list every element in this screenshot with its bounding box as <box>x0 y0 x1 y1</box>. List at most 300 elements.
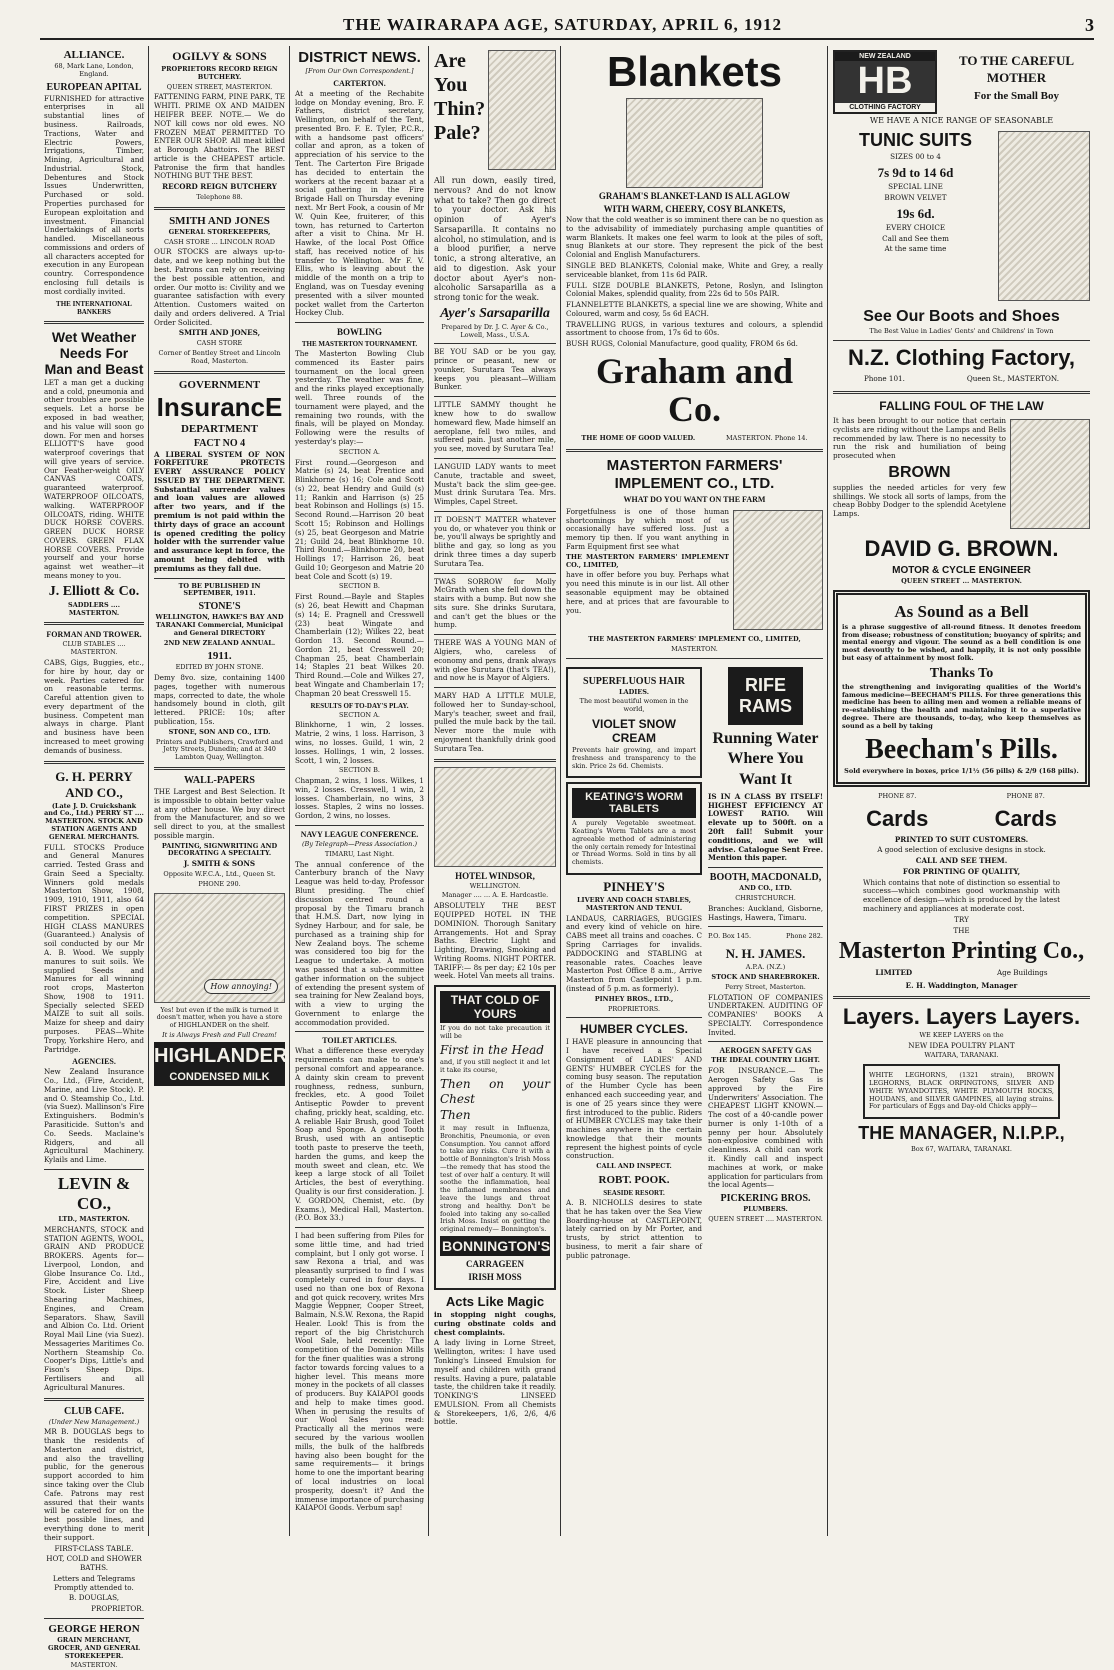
highlander-sub: CONDENSED MILK <box>154 1071 285 1086</box>
wallpapers-signature: J. SMITH & SONS <box>183 859 256 869</box>
poultry-plant: NEW IDEA POULTRY PLANT <box>908 1040 1015 1050</box>
surutara-ad-1: BE YOU SAD or be you gay, prince or peasant, new or younker, Surutara Tea always keeps you pleasant—William Bunker. <box>434 347 556 392</box>
ogilvy-body: FATTENING FARM, PINE PARK, TE WHITI. PRIME OX AND MAIDEN HEIFER BEEF. NOTE.— We do NOT kill cows nor old ewes. NO FROZEN MEAT PERMITTED TO ENTER OUR SHOP. All meat killed at Borough Abattoirs. The BEST article is the CHEAPEST article. Patronise the firm that handles NOTHING BUT THE BEST. <box>154 92 285 181</box>
manager-name: THE MANAGER, N.I.P.P., <box>858 1123 1065 1144</box>
david-brown-place: QUEEN STREET ... MASTERTON. <box>901 576 1022 585</box>
column-rule <box>289 46 290 1536</box>
bowling-body: The Masterton Bowling Club commenced its Easter pairs tournament on the local green yesterday. The weather was fine, and the rinks played exceptionally well. Three rounds of the tournament were played, and the remaining two rounds, with the finals, will be played on Monday. Following were the results of yesterday's play:— <box>295 349 424 446</box>
forman-sub: CLUB STABLES .... MASTERTON. <box>62 640 126 657</box>
the-label: THE <box>953 925 970 935</box>
aerogen-title: AEROGEN SAFETY GAS <box>719 1046 812 1056</box>
smith-jones-signature: SMITH AND JONES, <box>178 328 261 338</box>
section-b-title: SECTION B. <box>339 582 380 591</box>
hotel-name: HOTEL WINDSOR, <box>455 870 535 881</box>
navy-league-body: The annual conference of the Canterbury branch of the Navy League was held to-day, Professor Blunt presiding. The chief discussion centred round a proposal by the Timaru branch that H.M.S. Dart, now lying in Sydney Harbour, and for sale, be purchased as a training ship for New Zealand boys. The scheme was considered too big for the League to undertake. A motion was passed that a sub-committee gather information on the subject of extending the present system of sea training for New Zealand boys, with a view to urging the Government to enlarge the accommodation provided. <box>295 859 424 1027</box>
ogilvy-telephone: Telephone 88. <box>196 192 243 201</box>
bowling-title: BOWLING <box>336 327 382 338</box>
department-label: DEPARTMENT <box>180 422 259 435</box>
james-body: FLOTATION OF COMPANIES UNDERTAKEN. AUDITING OF COMPANIES' BOOKS A SPECIALTY. Correspondence Invited. <box>708 992 823 1037</box>
page-number: 3 <box>1085 14 1094 35</box>
blankets-body: Now that the cold weather is so imminent there can be no question as to the advisability of immediately purchasing ample quantities of warm Blankets. It makes one feel warm to look at the piles of soft, snug Blankets at our store. They represent the pick of the best Colonial and English Manufacturers. <box>566 215 823 260</box>
keating-title: KEATING'S WORM TABLETS <box>572 788 696 818</box>
layers-sub: WE KEEP LAYERS on the <box>919 1030 1004 1039</box>
wallpapers-sub: PAINTING, SIGNWRITING AND DECORATING A SPECIALTY. <box>161 841 278 858</box>
blankets-illustration <box>626 98 763 188</box>
district-news-source: [From Our Own Correspondent.] <box>305 67 414 75</box>
velvet-price: 19s 6d. <box>896 205 935 221</box>
government-title: GOVERNMENT <box>178 378 261 391</box>
divider <box>434 573 556 574</box>
levin-name: LEVIN & CO., <box>57 1173 131 1213</box>
agencies-title: AGENCIES. <box>72 1057 116 1067</box>
cyclist-illustration <box>1010 419 1090 529</box>
waitara-place: WAITARA, TARANAKI. <box>924 1051 999 1060</box>
surutara-ad-7: MARY HAD A LITTLE MULE, followed her to Sunday-school, Mary's teacher, sweet and frail, pulled the mule back by the tail. Never more the mule with enjoyment thankfully drink good Surutara Tea. <box>434 691 556 753</box>
divider <box>44 1398 144 1401</box>
magic-title: Acts Like Magic <box>445 1294 545 1310</box>
try-label: TRY <box>954 914 969 924</box>
district-news-title: DISTRICT NEWS. <box>298 49 421 66</box>
keating-body: A purely Vegetable sweetmeat. Keating's Worm Tablets are a most agreeable method of administering the only certain remedy for Intestinal or Thread Worms. Sold in tins by all chemists. <box>572 819 696 867</box>
seaside-body: A. B. NICHOLLS desires to state that he has taken over the Sea View Boarding-house at CASTLEPOINT, lately carried on by Mr Porter, and trusts, by strict attention to business, to merit a fair share of public patronage. <box>566 1198 702 1260</box>
divider <box>44 622 144 625</box>
brown-velvet: BROWN VELVET <box>884 192 947 202</box>
nz-clothing-phone: Phone 101. <box>863 374 905 384</box>
section-b-body: First Round.—Bayle and Staples (s) 26, beat Hewitt and Chapman (s) 14; E. Pragnell and Cresswell (23) beat Wingate and Chamberlain (12); Wilkes 22, beat Gordon 13. Second Round.—Gordon 21, beat Cresswell 20; Chapman 25, beat Chamberlain 14; Staples 21 beat Wilkes 20. Third Round.—Cole and Wilkes 27, beat Wingate and Chamberlain 17; Chapman 20 beat Cresswell 15. <box>295 592 424 698</box>
blankets-title: Blankets <box>606 48 783 95</box>
district-news-body: At a meeting of the Rechabite lodge on Monday evening, Bro. F. Fathers, district secretary, Wellington, on behalf of the Tent, presented Bro. F. E. Tyler, P.C.R., with a handsome past officers' collar and apron, as a token of appreciation of his service to the Tent. The Carterton Fire Brigade has decided to entertain the workers at the recent bazaar at a social gathering in the Fire Brigade Hall on Thursday evening next. Mr Bert Fook, a cousin of Mr W. Quin Kee, fruiterer, of this town, has returned to Carterton after a visit to China. Mr H. Hawke, of the local Post Office staff, has received notice of his transfer to Wellington. Mr F. V. Ellis, who is leaving about the middle of the month on a trip to England, was on Tuesday evening presented with a silver mounted pocket wallet from the Carterton Hockey Club. <box>295 88 424 318</box>
bowling-sub: THE MASTERTON TOURNAMENT. <box>301 340 418 349</box>
bonnington-sub: CARRAGEEN <box>465 1259 524 1270</box>
masthead <box>40 12 1094 40</box>
hb-logo <box>833 50 937 114</box>
tunic-sizes: SIZES 00 to 4 <box>890 152 941 162</box>
law-section <box>833 415 1090 533</box>
hotel-place: WELLINGTON. <box>469 881 521 890</box>
club-cafe-body: MR B. DOUGLAS begs to thank the residents of Masterton and district, and also the travelling public, for the generous support accorded to him since taking over the Club Cafe. Patrons may rest assured that their wants will be catered for on the best possible lines, and everything done to merit their support. <box>44 1427 144 1542</box>
ogilvy-sub: PROPRIETORS RECORD REIGN BUTCHERY. <box>161 65 278 81</box>
careful-title: TO THE CAREFUL MOTHER <box>958 53 1075 85</box>
boy-illustration <box>998 131 1090 301</box>
hair-ladies: LADIES. <box>619 687 649 696</box>
humber-title: HUMBER CYCLES. <box>579 1022 688 1037</box>
printing-co-manager: E. H. Waddington, Manager <box>905 981 1018 991</box>
divider <box>44 321 144 324</box>
surutara-ad-6: THERE WAS A YOUNG MAN of Algiers, who, careless of economy and pens, drank always with glee Surutara (that's TEA!), and now he is Mayor of Algiers. <box>434 638 556 683</box>
wet-weather-title: Wet Weather Needs For Man and Beast <box>44 328 144 377</box>
smith-jones-sub: GENERAL STOREKEEPERS, <box>168 227 271 236</box>
divider <box>833 391 1090 394</box>
seasonable-range: WE HAVE A NICE RANGE OF SEASONABLE <box>869 115 1054 125</box>
divider <box>434 396 556 397</box>
seaside-title: SEASIDE RESORT. <box>603 1189 665 1198</box>
heron-name: GEORGE HERON <box>48 1622 140 1635</box>
club-cafe-proprietor: PROPRIETOR. <box>91 1604 144 1614</box>
divider <box>154 207 285 210</box>
divider <box>154 371 285 374</box>
bell-body-2: the strengthening and invigorating qualities of the World's famous medicine—BEECHAM'S PILLS. For three generations this medicine has been to ailing men and women a reliable means of re-establishing the health and maintaining it to a superlative degree. There are thousands, to-day, who keep themselves as sound as a bell by taking <box>842 682 1081 730</box>
mfi-place: MASTERTON. <box>671 644 718 653</box>
tunic-text <box>833 127 998 305</box>
divider <box>434 759 556 762</box>
divider <box>295 1227 424 1228</box>
beecham-fine-print: Sold everywhere in boxes, price 1/1½ (56 pills) & 2/9 (168 pills). <box>844 766 1079 775</box>
stone-address: Printers and Publishers, Crawford and Jetty Streets, Dunedin; and at 340 Lambton Quay, Wellington. <box>155 737 284 762</box>
tunic-price: 7s 9d to 14 6d <box>877 165 954 181</box>
magic-sub: in stopping night coughs, curing obstinate colds and chest complaints. <box>434 1310 556 1337</box>
blankets-rugs: TRAVELLING RUGS, in various textures and colours, a splendid assortment to choose from, 17s 6d to 60s. <box>566 319 823 338</box>
law-text <box>833 415 1006 533</box>
wallpapers-body: THE Largest and Best Selection. It is impossible to obtain better value at any other house. We buy direct from the Manufacturer, and so we sell direct to you, at the smallest possible margin. <box>154 786 285 840</box>
graham-place: MASTERTON. Phone 14. <box>725 433 808 442</box>
phone-right: PHONE 87. <box>1006 791 1045 800</box>
humber-body: I HAVE pleasure in announcing that I have received a Special Consignment of LADIES' AND GENTS' HUMBER CYCLES for the coming busy season. The reputation of the Humber Cycle has been enhanced each succeeding year, and is one of 25 years since they were first introduced to the public. Riders of HUMBER CYCLES may take their machines anywhere in the certain knowledge that their mounts represent the highest points of cycle construction. <box>566 1037 702 1161</box>
forman-title: FORMAN AND TROWER. <box>46 630 142 640</box>
layers-box <box>863 1064 1060 1119</box>
divider <box>566 1017 702 1018</box>
violet-snow-ad <box>566 667 702 779</box>
surutara-ad-4: IT DOESN'T MATTER whatever you do, or whatever you think or be, you'll always be sprightly and blithe and gay, so long as you drink three times a day superb Surutara Tea. <box>434 514 556 568</box>
special-line: SPECIAL LINE <box>888 182 943 192</box>
law-title: FALLING FOUL OF THE LAW <box>879 398 1044 413</box>
divider <box>44 1169 144 1170</box>
perry-body: FULL STOCKS Produce and General Manures carried. Tested Grass and Grain Seed a Specialty. Winners gold medals Masterton Show, 1908, 1909, 1910, 1911, also 64 FIRST PRIZES in open competition. SPECIAL HIGH CLASS MANURES (Guaranteed.) Analysis of soil conducted by our Mr A. B. Wood. We supply manures to suit soils. We supplied Seeds and Manures for all winning root crops, Masterton Show, 1908 to 1911. Specially selected SEED MAIZE to suit all soils. Maize for sheep and dairy purposes. PEAS—White Tropy, Yorkshire Hero, and Partridge. <box>44 842 144 1054</box>
divider <box>434 511 556 512</box>
same-time: At the same time <box>884 244 947 254</box>
david-brown-name: DAVID G. BROWN. <box>864 535 1059 561</box>
perry-name: G. H. PERRY AND CO., <box>55 768 133 800</box>
cards-row <box>833 803 1090 834</box>
cards-right: Cards <box>994 805 1057 831</box>
phone-row <box>833 791 1090 803</box>
layers-body: WHITE LEGHORNS, (1321 strain), BROWN LEGHORNS, BLACK ORPINGTONS, SILVER AND WHITE WYANDOTTES, WHITE PLYMOUTH ROCKS, HOUDANS, and SILVER GAMPINES, all laying strains. For particulars of Eggs and Day-old Chicks apply— <box>869 1071 1054 1111</box>
brown-name: BROWN <box>888 463 951 481</box>
law-body: It has been brought to our notice that certain cyclists are riding without the Lamps and Bells recommended by law. There is no necessity to run the risk and humiliation of being prosecuted when <box>833 415 1006 461</box>
perry-sub: (Late J. D. Cruickshank and Co., Ltd.) PERRY ST .... MASTERTON. STOCK AND STATION AGENTS AND GENERAL MERCHANTS. <box>44 801 144 841</box>
ayer-header <box>434 46 556 174</box>
column-1 <box>40 46 148 1670</box>
tunic-title: TUNIC SUITS <box>858 130 972 151</box>
blankets-single: SINGLE BED BLANKETS, Colonial make, White and Grey, a really serviceable blanket, from 11s 6d PAIR. <box>566 261 823 279</box>
ayer-body: All run down, easily tired, nervous? And do not know what to take? Then go direct to your doctor. Ask his opinion of Ayer's Sarsaparilla. It contains no alcohol, no stimulation, and is a blood purifier, a nerve tonic, a strong alterative, an aid to digestion. Ask your doctor about Ayer's non-alcoholic Sarsaparilla as a strong tonic for the weak. <box>434 176 556 302</box>
layers-title: Layers. Layers Layers. <box>842 1003 1081 1029</box>
ayer-illustration <box>488 50 556 170</box>
ayer-brand: Ayer's Sarsaparilla <box>440 305 550 321</box>
divider <box>295 825 424 826</box>
hotel-manager: Manager .... ... A. E. Hardcastle. <box>441 891 549 900</box>
james-box: P.O. Box 145. <box>708 932 752 941</box>
column-5-lower <box>566 663 823 1263</box>
results-b: Chapman, 2 wins, 1 loss. Wilkes, 1 win, 2 losses. Cresswell, 1 win, 2 losses. Chamberlain, no wins, 3 losses. Staples, 2 wins no losses. Gordon, 2 wins, no losses. <box>295 776 424 821</box>
printing-co-name: Masterton Printing Co., <box>838 938 1085 965</box>
column-rule <box>428 46 429 1536</box>
pinhey-sub: LIVERY AND COACH STABLES, MASTERTON AND TENUI. <box>576 896 692 912</box>
cards-selection: A good selection of exclusive designs in stock. <box>877 845 1046 855</box>
blankets-bush-rugs: BUSH RUGS, Colonial Manufacture, good quality, FROM 6s 6d. <box>566 339 798 349</box>
cards-printed: PRINTED TO SUIT CUSTOMERS. <box>894 834 1029 844</box>
stone-sub: WELLINGTON, HAWKE'S BAY AND TARANAKI Commercial, Municipal and General DIRECTORY <box>155 613 284 637</box>
agencies-body: New Zealand Insurance Co., Ltd., (Fire, Accident, Marine, and Live Stock). P. and O. Steamship Co., Ltd. (via Suez). Mallinson's Fire Extinguishers. Bodmin's Parasiticide. Sutton's and Co. Seeds. Maclaine's Ridgers, and all Agricultural Machinery. Kylails and Lime. <box>44 1067 144 1165</box>
highlander-brand: HIGHLANDER <box>154 1042 285 1071</box>
ogilvy-title: OGILVY & SONS <box>172 49 267 63</box>
divider <box>566 658 823 659</box>
blankets-double: FULL SIZE DOUBLE BLANKETS, Petone, Roslyn, and Islington Colonial Makes, splendid quality, from 22s 6d to 50s PAIR. <box>566 280 823 299</box>
divider <box>566 449 823 452</box>
results-section-b: SECTION B. <box>339 766 380 775</box>
nz-clothing-title: N.Z. Clothing Factory, <box>848 345 1075 371</box>
results-section-a: SECTION A. <box>339 710 380 719</box>
column-rule <box>827 46 828 1536</box>
david-brown-sub: MOTOR & CYCLE ENGINEER <box>892 564 1031 576</box>
blankets-head-2: WITH WARM, CHEERY, COSY BLANKETS, <box>603 204 786 215</box>
levin-sub: LTD., MASTERTON. <box>58 1214 130 1223</box>
wallpapers-place: Opposite W.F.C.A., Ltd., Queen St. <box>163 870 276 879</box>
navy-league-place: TIMARU, Last Night. <box>324 849 395 858</box>
james-sub: STOCK AND SHAREBROKER. <box>711 972 820 981</box>
club-cafe-letters: Letters and Telegrams Promptly attended to. <box>52 1573 136 1592</box>
james-apa: A.P.A. (N.Z.) <box>745 963 786 972</box>
results-a: Blinkhorne, 1 win, 2 losses. Matrie, 2 wins, 1 loss. Harrison, 3 wins, no losses. Guild, 1 win, 2 losses. Hollings, 1 win, 2 losses. Scott, 1 win, 2 losses. <box>295 720 424 765</box>
printing-co-ltd: LIMITED <box>875 968 913 978</box>
highlander-caption: Yes! but even if the milk is turned it doesn't matter, when you have a store of HIGHLANDER on the shelf. <box>156 1005 283 1030</box>
hair-brand: VIOLET SNOW CREAM <box>592 716 676 745</box>
divider <box>434 343 556 344</box>
pinhey-title: PINHEY'S <box>603 879 665 895</box>
divider <box>44 761 144 764</box>
boots-heading: See Our Boots and Shoes <box>863 308 1060 326</box>
highlander-illustration <box>154 893 285 1003</box>
section-a-body: First round.—Georgeson and Matrie (s) 24, beat Prentice and Blinkhorne (s) 16; Cole and Scott (s) 22, beat Hendry and Guild (s) 11; Rankin and Harrison (s) 25 beat Robinson and Hollings (s) 15. Second Round.—Harrison 20 beat Scott 15; Robinson and Hollings (s) 25, beat Georgeson and Matrie 21; Guild 24, beat Blinkhorne 10. Third Round.—Blinkhorne 20, beat Hollings 17; Harrison 26, beat Guild 10; Georgeson and Matrie 20 beat Cole and Scott (s) 19. <box>295 457 424 581</box>
smith-jones-body: OUR STOCKS are always up-to-date, and we keep nothing but the best. Patrons can rely on receiving the best possible attention, and order. Our motto is: Civility and we guarantee satisfaction with every Attention. Customers waited on daily and orders delivered. A Trial Order Solicited. <box>154 247 285 327</box>
best-value: The Best Value in Ladies' Gents' and Childrens' in Town <box>869 327 1054 336</box>
stone-annual: 2ND NEW ZEALAND ANNUAL. <box>163 638 276 647</box>
aerogen-sub: THE IDEAL COUNTRY LIGHT. <box>711 1056 820 1065</box>
smith-jones-corner: Corner of Bentley Street and Lincoln Road, Masterton. <box>158 348 281 365</box>
stone-year: 1911. <box>207 650 232 663</box>
magic-body: A lady living in Lorne Street, Wellington, writes: I have used Tonking's Linseed Emulsion for myself and children with grand results. Having a pure, palatable taste, the children take it readily. TONKING'S LINSEED EMULSION. From all Chemists & Storekeepers, 1/6, 2/6, 4/6 bottle. <box>434 1338 556 1427</box>
pickering-sub: PLUMBERS. <box>743 1205 788 1214</box>
divider <box>295 1031 424 1032</box>
smith-jones-place: CASH STORE ... LINCOLN ROAD <box>163 237 275 246</box>
alliance-title: ALLIANCE. <box>63 49 125 61</box>
levin-body: MERCHANTS, STOCK and STATION AGENTS, WOOL, GRAIN AND PRODUCE BROKERS. Agents for— Liverpool, London, and Globe Insurance Co. Ltd., Fire, Accident and Live Stock. Lister Sheep Shearing Machines, Engines, and Cream Separators. Shaw, Savill and Albion Co. Ltd. Orient Royal Mail Line (via Suez). Messageries Maritimes Co. Northern Steamship Co. Cooper's Dips, Little's and Fison's Sheep Dips. Fertilisers and all Agricultural Manures. <box>44 1224 144 1392</box>
column-5-right <box>708 663 823 1263</box>
hair-tagline: The most beautiful women in the world, <box>579 697 689 714</box>
james-name: N. H. JAMES. <box>725 946 806 962</box>
surutara-ad-2: LITTLE SAMMY thought he knew how to do swallow homeward flew, Made himself an aeroplane, fell two miles, and suffered pain. Just another mile, you see, moved by Surutara Tea! <box>434 400 556 454</box>
hair-body: Prevents hair growing, and impart freshness and transparency to the skin. Price 2s 6d. Chemists. <box>572 745 696 770</box>
cards-body: Which contains that note of distinction so essential to success—which combines good workmanship with excellence of design—which is produced by the latest machinery and appliances at moderate cost. <box>863 877 1060 913</box>
bankers-signature: THE INTERNATIONAL BANKERS <box>56 299 132 316</box>
humber-signature: ROBT. POOK. <box>598 1174 670 1187</box>
ayer-fine-print: Prepared by Dr. J. C. Ayer & Co., Lowell, Mass., U.S.A. <box>441 322 549 339</box>
careful-mother <box>943 50 1090 114</box>
club-cafe-signature: B. DOUGLAS, <box>68 1593 120 1603</box>
tunic-section <box>833 127 1090 305</box>
heron-sub: GRAIN MERCHANT, GROCER, AND GENERAL STOREKEEPER. <box>48 1635 140 1660</box>
european-capital-title: EUROPEAN APITAL <box>46 81 142 93</box>
james-place: Perry Street, Masterton. <box>725 982 806 991</box>
mfi-mid: THE MASTERTON FARMERS' IMPLEMENT CO., LIMITED, <box>566 552 729 569</box>
column-rule <box>560 46 561 1536</box>
column-6 <box>829 46 1094 1536</box>
mfi-content <box>566 506 823 634</box>
column-5 <box>562 46 827 1536</box>
insurance-heading: InsurancE <box>156 391 283 422</box>
toilet-articles-body: What a difference these everyday requirements can make to one's personal comfort and appearance. A dainty skin cream to prevent roughness, redness, sunburn, freckles, etc. A good Toilet Antiseptic Powder to prevent chafing, prickly heat, scalding, etc. A reliable Hair Brush, good Toilet Soap and Sponge. A good Tooth Brush, used with an antiseptic tooth paste to preserve the teeth, harden the gums, and keep the mouth sweet and clean, etc. We keep a large stock of all Toilet Articles, the best of everything. Quality is our first consideration. J. V. GORDON, Chemist, etc. (by Exams.), Medical Hall, Masterton. (P.O. Box 33.) <box>295 1046 424 1223</box>
keating-ad <box>566 782 702 875</box>
blankets-head: GRAHAM'S BLANKET-LAND IS ALL AGLOW <box>598 191 791 202</box>
divider <box>295 322 424 323</box>
booth-title: BOOTH, MACDONALD, <box>709 872 822 884</box>
club-cafe-meals: FIRST-CLASS TABLE. <box>54 1543 134 1553</box>
heron-place: MASTERTON. <box>70 1661 118 1670</box>
hb-top: NEW ZEALAND <box>835 52 935 61</box>
hair-title: SUPERFLUOUS HAIR <box>583 675 685 687</box>
elliott-sub: SADDLERS .... MASTERTON. <box>68 600 120 617</box>
smith-jones-cash: CASH STORE <box>196 339 243 348</box>
forman-body: CABS, Gigs, Buggies, etc., for hire by hour, day or week. Parties catered for on reasonable terms. Careful attention given to every department of the business. Competent man always in charge. Plant and business have been increased to meet growing demands of business. <box>44 658 144 755</box>
cold-first: First in the Head <box>440 1042 544 1057</box>
james-phone: Phone 282. <box>785 932 823 941</box>
booth-sub: AND CO., LTD. <box>739 884 792 893</box>
divider <box>434 687 556 688</box>
stone-signature: STONE, SON AND CO., LTD. <box>168 727 271 736</box>
divider <box>708 926 823 927</box>
cold-then-again: Then <box>440 1108 471 1123</box>
divider <box>44 1618 144 1619</box>
nz-clothing-footer <box>833 373 1090 386</box>
bell-body: is a phrase suggestive of all-round fitness. It denotes freedom from disease; robustness of constitution; buoyancy of spirits; and mental energy and vigour. The sound as a bell condition is one most devoutly to be wished, and happily, it is not only possible but easy of attainment by most folk. <box>842 622 1081 662</box>
alliance-address: 68, Mark Lane, London, England. <box>54 62 134 78</box>
divider <box>833 340 1090 341</box>
piles-body: I had been suffering from Piles for some little time, and had tried complaint, but I only got worse. I saw Rexona a trial, and was pleasantly surprised to find I was completely cured in four days. I used no than one box of Rexona and got quick recovery, writes Mrs Maggie Weppner, Cooper Street, Balmain, N.S.W. Rexona, the Rapid Healer. Look! This is from the report of the big Christchurch Wool Sale, held recently: The competition of the Dominion Mills for the finer qualities was a strong factor towards forcing values to a higher level. This means more money in the pockets of all classes of producers. Buy KAIAPOI goods and help to make times good. When in perusing the results of our Wool Sales you read: Practically all the merinos were secured by the various woollen mills, the bulk of the halfbreds having also been bought for the same requirements— it brings home to one the important bearing of local industries on local prosperity, doesn't it? And the immense importance of purchasing KAIAPOI Goods. Verbum sap! <box>295 1231 424 1513</box>
stone-body: Demy 8vo. size, containing 1400 pages, together with numerous maps, corrected to date, the whole handsomely bound in cloth, gilt lettered. PRICE: 10s; after publication, 15s. <box>154 673 285 726</box>
graham-tagline: THE HOME OF GOOD VALUED. <box>581 433 696 442</box>
brown-body: supplies the needed articles for very few shillings. We stock all sorts of lamps, from the cheap Bobby Dodger to the splendid Acetylene Lamps. <box>833 482 1006 519</box>
divider <box>708 1041 823 1042</box>
divider <box>434 634 556 635</box>
ogilvy-signature: RECORD REIGN BUTCHERY <box>162 182 277 192</box>
highlander-fresh: It is Always Fresh and Full Cream! <box>162 1031 277 1040</box>
divider <box>154 767 285 770</box>
phone-left: PHONE 87. <box>878 791 917 800</box>
mfi-text <box>566 506 729 634</box>
water-body: IS IN A CLASS BY ITSELF! HIGHEST EFFICIENCY AT LOWEST RATIO. Will elevate up to 500ft. on a 20ft fall! Submit your conditions, and we will advise. Catalogue Sent Free. Mention this paper. <box>708 791 823 863</box>
humber-call: CALL AND INSPECT. <box>596 1162 672 1171</box>
beecham-brand: Beecham's Pills. <box>865 733 1058 765</box>
results-title: RESULTS OF TO-DAY'S PLAY. <box>310 701 409 710</box>
fact-number: FACT NO 4 <box>193 437 246 449</box>
graham-footer <box>566 433 823 445</box>
navy-league-source: (By Telegraph—Press Association.) <box>302 840 417 849</box>
cards-left: Cards <box>866 805 929 831</box>
cold-title: THAT COLD OF YOURS <box>440 991 550 1023</box>
wallpapers-phone: PHONE 290. <box>198 879 241 888</box>
call-and-see: Call and See them <box>882 233 949 243</box>
aerogen-body: FOR INSURANCE.— The Aerogen Safety Gas is approved by the Fire Underwriters' Association. The CHEAPEST LIGHT KNOWN.— The cost of a 40-candle power burner is only 1-10th of a penny per hour. Absolutely non-explosive combined with cleanliness. A child can work it. Kindly call and inspect machines at work, or make application for particulars from the local Agents— <box>708 1066 823 1190</box>
pickering-place: QUEEN STREET .... MASTERTON. <box>708 1214 823 1223</box>
surutara-ad-3: LANGUID LADY wants to meet Canute, tractable and sweet, Musta't back the slim gee-gee. Must drink Surutara Tea. Mrs. Wimples, Capel Street. <box>434 461 556 507</box>
wallpapers-title: WALL-PAPERS <box>184 774 255 786</box>
bonnington-ad <box>434 985 556 1290</box>
stone-title: STONE'S <box>198 601 241 613</box>
club-cafe-baths: HOT, COLD and SHOWER BATHS. <box>46 1554 142 1573</box>
mfi-title: MASTERTON FARMERS' IMPLEMENT CO., LTD. <box>606 457 783 492</box>
printing-co-place: Age Buildings <box>996 968 1048 978</box>
hb-mark: HB <box>835 61 935 103</box>
pinhey-signature: PINHEY BROS., LTD., <box>594 994 674 1003</box>
club-cafe-title: CLUB CAFE. <box>63 1405 124 1417</box>
mfi-body-2: have in offer before you buy. Perhaps what you need this minute is in our list. All other seasonable equipment may be obtained here, and at prices that are favourable to you. <box>566 570 729 615</box>
bell-title: As Sound as a Bell <box>894 601 1029 621</box>
surutara-ad-5: TWAS SORROW for Molly McGrath when she fell down the stairs with a bump. But now she sits sure. She drinks Surutara, and can't get the blues or the hump. <box>434 576 556 630</box>
divider <box>434 458 556 459</box>
bonnington-irish-moss: IRISH MOSS <box>468 1272 522 1283</box>
hb-header <box>833 50 1090 114</box>
highlander-bubble: How annoying! <box>204 979 278 994</box>
column-3 <box>291 46 428 1536</box>
hb-bottom: CLOTHING FACTORY <box>849 103 921 111</box>
booth-branches: Branches: Auckland, Gisborne, Hastings, Hawera, Timaru. <box>708 903 823 922</box>
section-a-title: SECTION A. <box>339 447 380 456</box>
stone-publish-note: TO BE PUBLISHED IN SEPTEMBER, 1911. <box>178 581 261 598</box>
cold-body: it may result in Influenza, Bronchitis, Pneumonia, or even Consumption. You cannot afford to take any risks. Cure it with a bottle of Bonnington's Irish Moss—the remedy that has stood the test of over half a century. It will soothe the inflammation, heal the inflamed membranes and leave the lungs and throat strong and healthy. Don't be fooled into taking any so-called Irish Moss. Insist on getting the original remedy— Bonnington's. <box>440 1123 550 1234</box>
navy-league-title: NAVY LEAGUE CONFERENCE. <box>300 830 419 840</box>
column-rule <box>148 46 149 1536</box>
mfi-illustration <box>733 510 823 630</box>
cards-quality: FOR PRINTING OF QUALITY, <box>902 866 1021 876</box>
pinhey-proprietors: PROPRIETORS. <box>607 1004 661 1013</box>
ogilvy-place: QUEEN STREET, MASTERTON. <box>166 82 273 91</box>
graham-name: Graham and Co. <box>595 351 794 429</box>
cards-call: CALL AND SEE THEM. <box>915 856 1008 866</box>
column-4 <box>430 46 560 1536</box>
mfi-signature: THE MASTERTON FARMERS' IMPLEMENT CO., LIMITED, <box>588 634 801 643</box>
blankets-flannelette: FLANNELETTE BLANKETS, a special line we are showing, White and Coloured, warm and cosy, 5s 6d EACH. <box>566 300 823 318</box>
column-2 <box>150 46 289 1536</box>
bonnington-brand: BONNINGTON'S <box>442 1238 551 1255</box>
nz-clothing-place: Queen St., MASTERTON. <box>966 374 1060 384</box>
hotel-illustration <box>434 767 556 867</box>
cold-mid: and, if you still neglect it and let it take its course, <box>440 1058 550 1075</box>
pinhey-body: LANDAUS, CARRIAGES, BUGGIES and every kind of vehicle on hire. CABS meet all trains and coaches. C Spring Carriages for invalids. PADDOCKING and STABLING at reasonable rates. Coaches leave Masterton Post Office 8 a.m., Arrive Masterton from Castlepoint 1 p.m. (instead of 5 p.m. as formerly). <box>566 913 702 993</box>
booth-place: CHRISTCHURCH. <box>735 893 796 902</box>
beecham-ad <box>833 590 1090 787</box>
thanks-to: Thanks To <box>929 665 994 681</box>
mfi-sub: WHAT DO YOU WANT ON THE FARM <box>623 494 766 504</box>
ayer-question: Are You Thin? Pale? <box>434 50 486 144</box>
masthead-title: THE WAIRARAPA AGE, SATURDAY, APRIL 6, 1912 <box>343 15 782 34</box>
club-cafe-sub: (Under New Management.) <box>48 1417 140 1426</box>
james-header <box>708 931 823 943</box>
wet-weather-body: LET a man get a ducking and a cold, pneumonia and other troubles are possible sequels. Let a horse be exposed in bad weather, and his value will soon go down. For men and horses ELLIOTT'S have good waterproof coverings that will give years of service. Our Feather-weight OILY CANVAS COATS, guaranteed waterproof. WATERPROOF OILCOATS, walking. WATERPROOF OILCOATS, riding. WHITE DUCK HORSE COVERS. GREEN DUCK HORSE COVERS. GREEN FLAX HORSE COVERS. Provide yourself and your horse against wet weather—it means money to you. <box>44 377 144 581</box>
careful-sub: For the Small Boy <box>973 89 1060 102</box>
every-choice: EVERY CHOICE <box>885 222 946 232</box>
smith-jones-title: SMITH AND JONES <box>169 214 270 227</box>
mfi-body: Forgetfulness is one of those human shortcomings by which most of us occasionally have suffered loss. Just a memory tip then. If you want anything in Farm Equipment first see what <box>566 506 729 552</box>
cold-lead: If you do not take precaution it will be <box>440 1024 550 1041</box>
divider <box>708 867 823 868</box>
rife-rams-logo: RIFE RAMS <box>728 667 803 725</box>
water-title: Running Water Where You Want It <box>712 729 819 789</box>
european-capital-body: FURNISHED for attractive enterprises in all substantial lines of business. Railroads, Tractions, Water and Electric Powers, Irrigations, Timber, Mining, Agricultural and Industrial. Stock, Debentures and Stock Issues Underwritten, Purchased or sold. Properties purchased for European exploitation and investment. Financial Undertakings of all sorts handled. Miscellaneous commissions and orders of all characters accepted for execution in any European country. Correspondence enclosing full details is most cordially invited. <box>44 93 144 296</box>
elliott-name: J. Elliott & Co. <box>48 583 140 599</box>
stone-editor: EDITED BY JOHN STONE. <box>175 663 264 672</box>
divider <box>833 996 1090 999</box>
hotel-body: ABSOLUTELY THE BEST EQUIPPED HOTEL IN THE DOMINION. Thorough Sanitary Arrangements. Hot and Spray Baths. Electric Light and Lighting, Drawing, Smoking and Writing Rooms. NIGHT PORTER. TARIFF:— 8s per day; £2 10s per week. Hotel Van meets all trains. <box>434 901 556 981</box>
district-news-place: CARTERTON. <box>333 78 386 88</box>
